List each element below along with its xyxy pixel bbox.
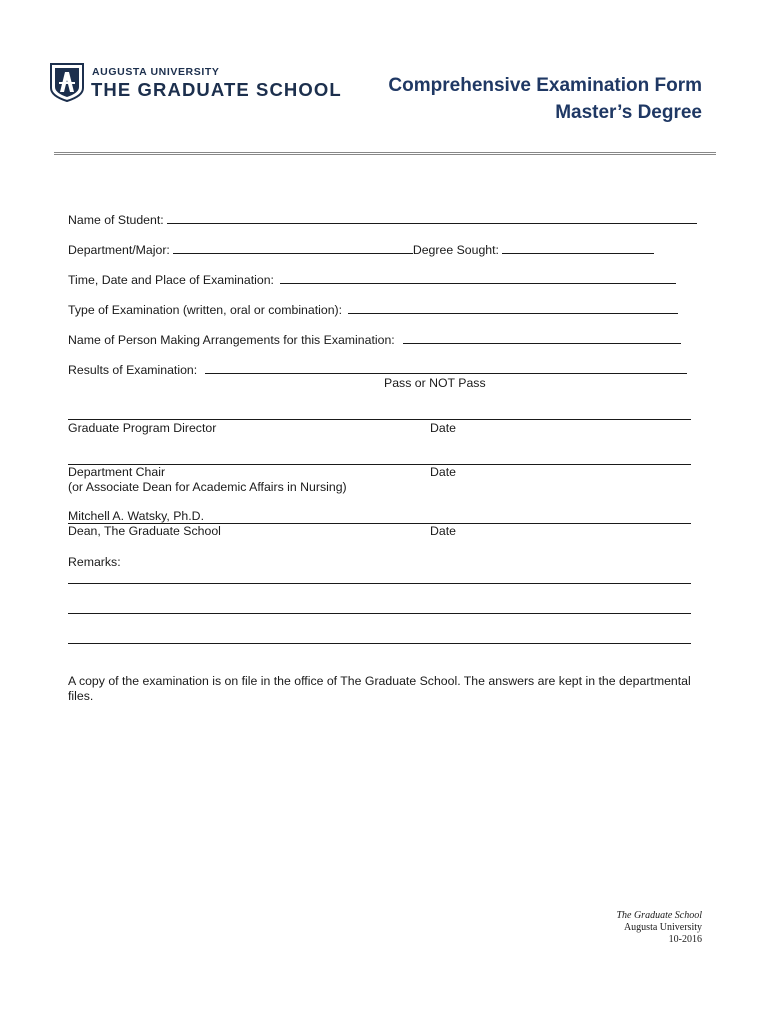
form-title [388,72,702,126]
results-field[interactable] [205,362,687,374]
header-divider [54,152,716,155]
department-row [68,242,654,257]
results-hint: Pass or NOT Pass [384,376,486,390]
footer-date: 10-2016 [668,934,702,945]
exam-type-row [68,302,678,317]
chair-date-label: Date [430,465,456,479]
department-label: Department/Major: [68,243,170,257]
results-label: Results of Examination: [68,363,198,377]
footer [616,910,702,946]
exam-time-row [68,272,676,287]
remarks-line-3[interactable] [68,643,691,644]
university-logo-icon [49,62,85,102]
remarks-line-1[interactable] [68,583,691,584]
department-field[interactable] [173,242,413,254]
footer-university: Augusta University [623,922,702,933]
degree-field[interactable] [502,242,654,254]
footer-school: The Graduate School [616,910,702,921]
exam-time-field[interactable] [280,272,676,284]
arranger-label: Name of Person Making Arrangements for this Examination: [68,333,395,347]
school-name: THE GRADUATE SCHOOL [91,79,342,100]
degree-label: Degree Sought: [412,243,499,257]
arranger-field[interactable] [403,332,681,344]
student-name-label: Name of Student: [68,213,164,227]
form-title-line1: Comprehensive Examination Form [388,75,702,96]
exam-type-field[interactable] [348,302,678,314]
exam-time-label: Time, Date and Place of Examination: [68,273,274,287]
dean-title: Dean, The Graduate School [68,524,221,538]
director-date-label: Date [430,421,456,435]
form-title-line2: Master’s Degree [555,102,702,123]
student-name-field[interactable] [167,212,697,224]
chair-label: Department Chair [68,465,166,479]
director-signature-line[interactable] [68,419,691,420]
remarks-label: Remarks: [68,555,121,569]
arranger-row [68,332,681,347]
results-row [68,362,687,377]
student-name-row [68,212,697,227]
dean-date-label: Date [430,524,456,538]
chair-note: (or Associate Dean for Academic Affairs in Nursing) [68,480,347,494]
exam-type-label: Type of Examination (written, oral or combination): [68,303,343,317]
remarks-line-2[interactable] [68,613,691,614]
university-name: AUGUSTA UNIVERSITY [92,66,220,78]
file-notice: A copy of the examination is on file in the office of The Graduate School. The answers are kept in the departmental files. [68,674,691,703]
dean-name: Mitchell A. Watsky, Ph.D. [68,509,204,523]
director-label: Graduate Program Director [68,421,217,435]
